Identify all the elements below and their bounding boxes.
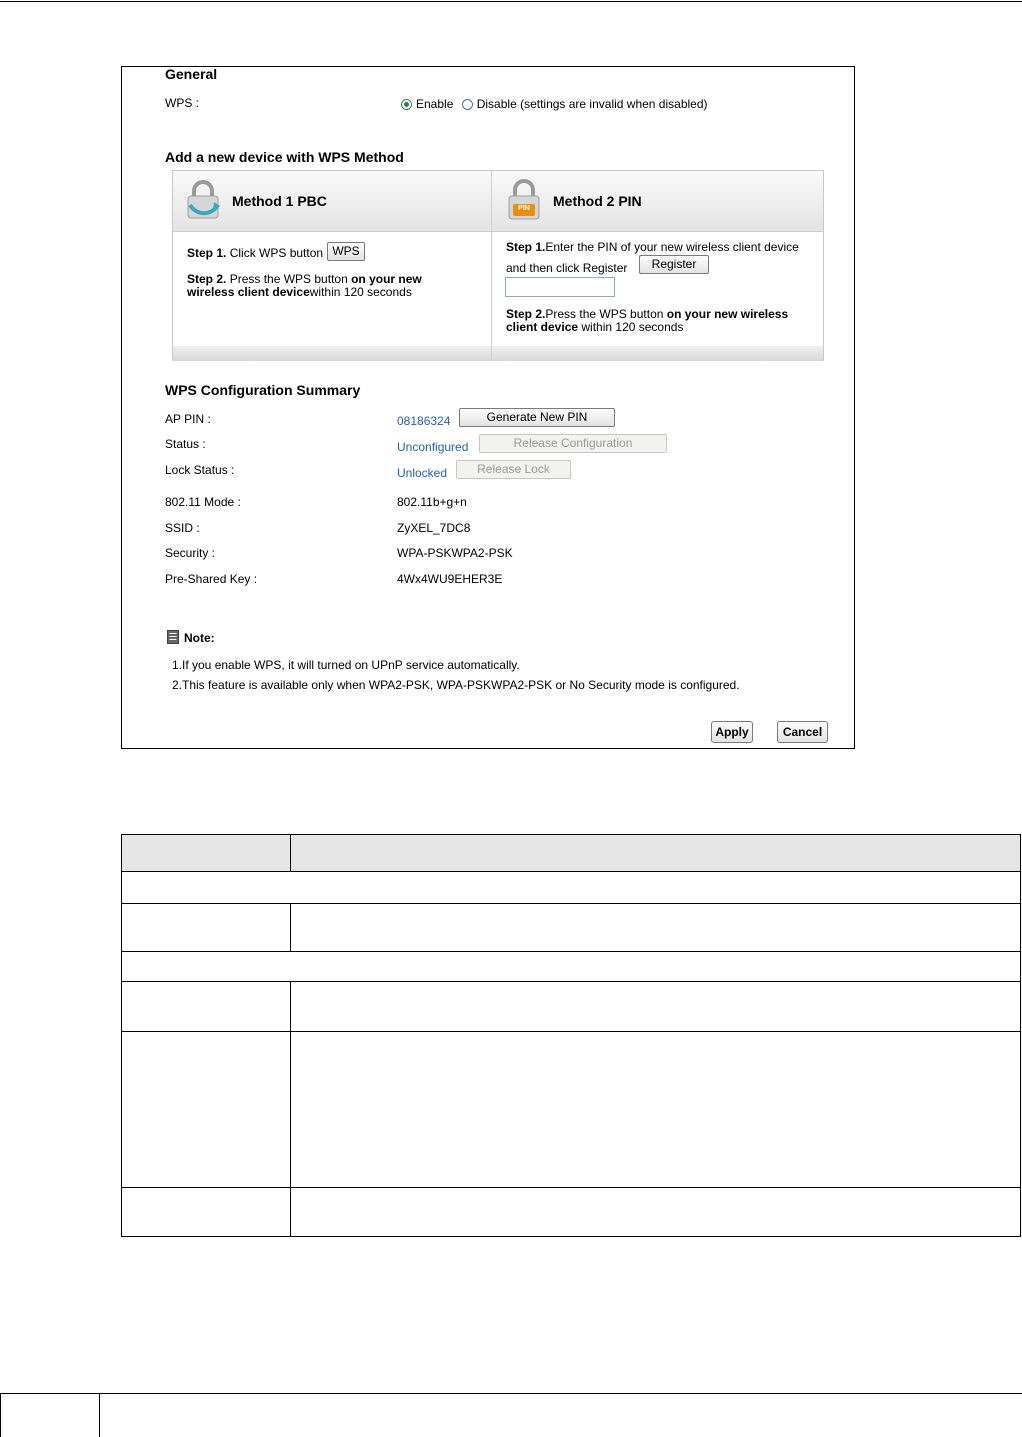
lock-status-value: Unlocked xyxy=(397,466,448,480)
method1-step2-bold2: on your new xyxy=(351,272,422,286)
table-row xyxy=(122,904,1021,952)
method1-step1-bold: Step 1. xyxy=(187,246,227,260)
table-section-row xyxy=(122,872,1021,904)
table-section-cell xyxy=(122,952,1021,982)
note-title: Note: xyxy=(184,631,215,645)
description-table xyxy=(121,834,1021,1237)
wps-methods-panel xyxy=(172,170,824,361)
security-label: Security : xyxy=(165,546,216,560)
status-value: Unconfigured xyxy=(397,440,469,454)
footer-rule xyxy=(100,1393,1022,1394)
note-line-2: 2.This feature is available only when WPA2-PSK, WPA-PSKWPA2-PSK or No Security mode is configured. xyxy=(172,678,740,692)
method2-step1 xyxy=(506,240,799,254)
method2-step2-text: Press the WPS button xyxy=(545,307,667,321)
table-header-cell xyxy=(122,835,291,872)
ssid-value: ZyXEL_7DC8 xyxy=(397,521,471,535)
method2-step2 xyxy=(506,308,788,334)
cancel-button[interactable]: Cancel xyxy=(777,721,828,743)
method1-step2-bold: Step 2. xyxy=(187,272,227,286)
status-label: Status : xyxy=(165,437,206,451)
pin-badge: PIN xyxy=(518,205,530,212)
page-header-rule xyxy=(0,1,1022,2)
method2-title: Method 2 PIN xyxy=(553,193,642,209)
method1-step2-text2: within 120 seconds xyxy=(309,285,412,299)
pin-lock-icon xyxy=(506,179,542,221)
psk-label: Pre-Shared Key : xyxy=(165,572,258,586)
method2-step2-text2: within 120 seconds xyxy=(578,320,684,334)
mode-value: 802.11b+g+n xyxy=(397,495,467,509)
wps-enable-radio[interactable] xyxy=(401,99,412,110)
release-lock-button[interactable]: Release Lock xyxy=(456,460,571,479)
summary-heading: WPS Configuration Summary xyxy=(165,382,361,398)
wps-enable-label[interactable]: Enable xyxy=(416,97,454,111)
table-cell xyxy=(122,1032,291,1188)
table-header-row xyxy=(122,835,1021,872)
table-section-row xyxy=(122,952,1021,982)
register-button[interactable]: Register xyxy=(639,255,709,274)
method1-footer xyxy=(173,346,491,361)
lock-status-label: Lock Status : xyxy=(165,463,235,477)
method2-step2-bold2: on your new wireless xyxy=(666,307,789,321)
general-heading: General xyxy=(165,66,218,82)
wps-disable-radio[interactable] xyxy=(462,99,473,110)
method2-footer xyxy=(492,346,823,361)
method1-title: Method 1 PBC xyxy=(232,193,327,209)
method1-step2-bold3: wireless client device xyxy=(187,285,310,299)
wps-label: WPS : xyxy=(165,96,200,110)
psk-value: 4Wx4WU9EHER3E xyxy=(397,572,503,586)
generate-pin-button[interactable]: Generate New PIN xyxy=(459,408,615,427)
wps-radio-group xyxy=(401,97,708,111)
table-cell xyxy=(291,904,1021,952)
table-row xyxy=(122,1188,1021,1237)
method2-step1-text: Enter the PIN of your new wireless client device xyxy=(545,240,799,254)
note-line-1: 1.If you enable WPS, it will turned on UPnP service automatically. xyxy=(172,658,520,672)
note-icon xyxy=(167,630,179,644)
release-configuration-button[interactable]: Release Configuration xyxy=(479,434,667,453)
methods-divider xyxy=(491,171,492,361)
apply-button[interactable]: Apply xyxy=(711,721,753,743)
method1-step2-text: Press the WPS button xyxy=(226,272,352,286)
mode-label: 802.11 Mode : xyxy=(165,495,241,509)
wps-push-button[interactable]: WPS xyxy=(327,242,365,261)
ssid-label: SSID : xyxy=(165,521,200,535)
table-cell xyxy=(122,982,291,1032)
table-row xyxy=(122,1032,1021,1188)
table-row xyxy=(122,982,1021,1032)
client-pin-input[interactable] xyxy=(505,277,615,297)
page-number-box xyxy=(0,1393,100,1437)
table-cell xyxy=(122,904,291,952)
table-cell xyxy=(122,1188,291,1237)
method1-step1-text: Click WPS button xyxy=(226,246,324,260)
table-header-cell xyxy=(291,835,1021,872)
method2-step1-line2: and then click Register xyxy=(506,261,628,275)
add-device-heading: Add a new device with WPS Method xyxy=(165,149,404,165)
method1-step2 xyxy=(187,273,422,299)
table-cell xyxy=(291,1032,1021,1188)
ap-pin-value: 08186324 xyxy=(397,414,451,428)
pbc-lock-icon xyxy=(185,180,221,220)
table-cell xyxy=(291,982,1021,1032)
wps-screen xyxy=(121,66,855,749)
method1-step1 xyxy=(187,246,323,260)
method2-step2-bold3: client device xyxy=(506,320,579,334)
table-cell xyxy=(291,1188,1021,1237)
wps-disable-label[interactable]: Disable (settings are invalid when disabled) xyxy=(476,97,708,111)
table-section-cell xyxy=(122,872,1021,904)
ap-pin-label: AP PIN : xyxy=(165,412,211,426)
method2-step2-bold: Step 2. xyxy=(506,307,546,321)
method2-step1-bold: Step 1. xyxy=(506,240,546,254)
security-value: WPA-PSKWPA2-PSK xyxy=(397,546,513,560)
